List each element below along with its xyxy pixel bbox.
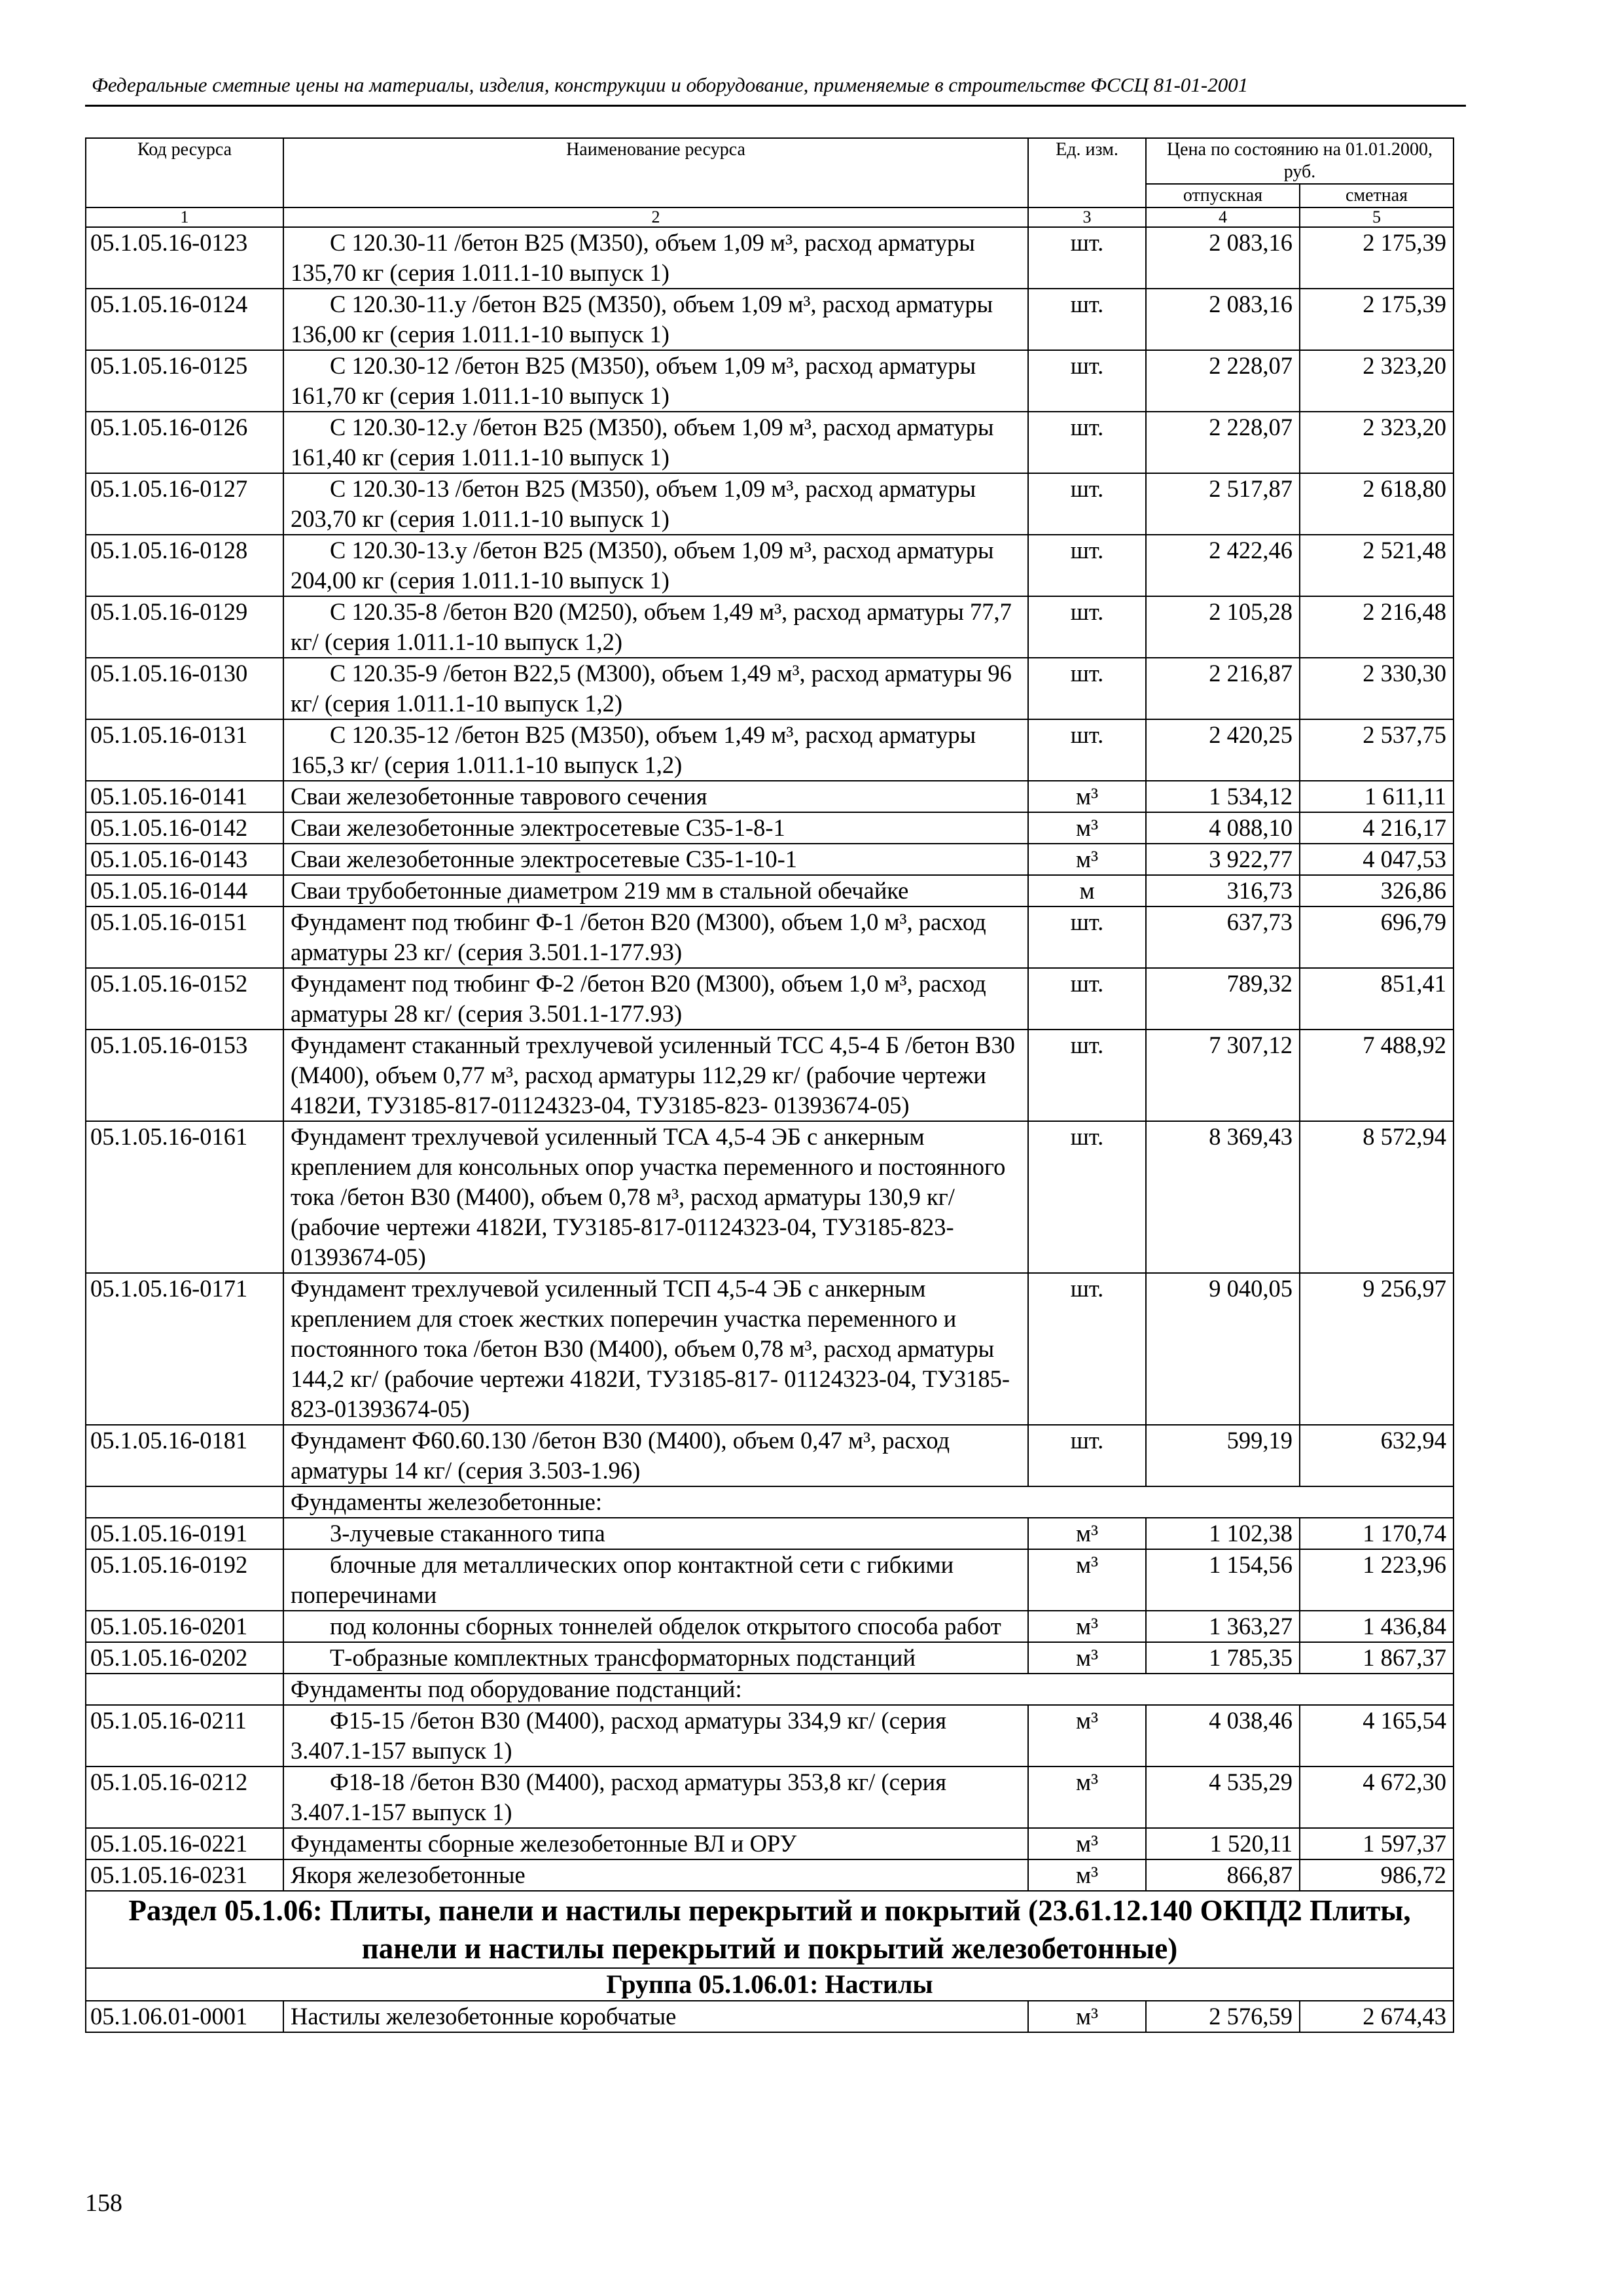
table-row [86, 719, 1454, 781]
table-row [86, 1611, 1454, 1642]
column-number: 2 [283, 207, 1028, 227]
resource-code: 05.1.05.16-0128 [86, 535, 283, 596]
release-price: 2 105,28 [1146, 596, 1300, 658]
resource-code: 05.1.05.16-0201 [86, 1611, 283, 1642]
resource-code: 05.1.05.16-0123 [86, 227, 283, 289]
table-row [86, 1859, 1454, 1891]
release-price: 8 369,43 [1146, 1121, 1300, 1273]
resource-code: 05.1.05.16-0126 [86, 412, 283, 473]
resource-name: Настилы железобетонные коробчатые [283, 2001, 1028, 2032]
resource-name: Сваи железобетонные электросетевые С35-1-8-1 [283, 812, 1028, 844]
resource-code: 05.1.05.16-0144 [86, 875, 283, 906]
empty-cell [86, 1674, 283, 1705]
release-price: 2 228,07 [1146, 350, 1300, 412]
resource-name: Сваи железобетонные электросетевые С35-1-10-1 [283, 844, 1028, 875]
table-row [86, 1549, 1454, 1611]
resource-name: Фундамент трехлучевой усиленный ТСП 4,5-4 ЭБ с анкерным креплением для стоек жестких поперечин участка переменного и постоянного тока /бетон В30 (М400), объем 0,78 м³, расход арматуры 144,2 кг/ (рабочие чертежи 4182И, ТУ3185-817- 01124323-04, ТУ3185-823-01393674-05) [283, 1273, 1028, 1425]
resource-name: Фундаменты сборные железобетонные ВЛ и ОРУ [283, 1828, 1028, 1859]
resource-unit: шт. [1028, 596, 1146, 658]
subheader-label: Фундаменты под оборудование подстанций: [283, 1674, 1454, 1705]
release-price: 3 922,77 [1146, 844, 1300, 875]
resource-unit: шт. [1028, 412, 1146, 473]
release-price: 4 038,46 [1146, 1705, 1300, 1767]
resource-code: 05.1.05.16-0127 [86, 473, 283, 535]
release-price: 599,19 [1146, 1425, 1300, 1486]
estimate-price: 2 618,80 [1300, 473, 1454, 535]
resource-code: 05.1.05.16-0221 [86, 1828, 283, 1859]
resource-name: Фундамент трехлучевой усиленный ТСА 4,5-4 ЭБ с анкерным креплением для консольных опор участка переменного и постоянного тока /бетон В30 (М400), объем 0,78 м³, расход арматуры 130,9 кг/ (рабочие чертежи 4182И, ТУ3185-817-01124323-04, ТУ3185-823-01393674-05) [283, 1121, 1028, 1273]
resource-code: 05.1.05.16-0152 [86, 968, 283, 1030]
estimate-price: 1 597,37 [1300, 1828, 1454, 1859]
release-price: 2 422,46 [1146, 535, 1300, 596]
table-row [86, 1705, 1454, 1767]
table-row [86, 473, 1454, 535]
table-row [86, 2001, 1454, 2032]
estimate-price: 1 867,37 [1300, 1642, 1454, 1674]
resource-unit: м³ [1028, 1859, 1146, 1891]
estimate-price: 326,86 [1300, 875, 1454, 906]
column-header-code: Код ресурса [86, 138, 283, 207]
resource-name: С 120.35-8 /бетон В20 (М250), объем 1,49 м³, расход арматуры 77,7 кг/ (серия 1.011.1-10 выпуск 1,2) [283, 596, 1028, 658]
resource-name: С 120.30-13 /бетон В25 (М350), объем 1,09 м³, расход арматуры 203,70 кг (серия 1.011.1-10 выпуск 1) [283, 473, 1028, 535]
release-price: 637,73 [1146, 906, 1300, 968]
table-body [86, 227, 1454, 1891]
release-price: 2 083,16 [1146, 227, 1300, 289]
table-row [86, 596, 1454, 658]
resource-code: 05.1.05.16-0212 [86, 1767, 283, 1828]
table-row [86, 1767, 1454, 1828]
resource-code: 05.1.05.16-0171 [86, 1273, 283, 1425]
resource-unit: шт. [1028, 473, 1146, 535]
estimate-price: 1 170,74 [1300, 1518, 1454, 1549]
resource-name: С 120.30-11.у /бетон В25 (М350), объем 1,09 м³, расход арматуры 136,00 кг (серия 1.011.1-10 выпуск 1) [283, 289, 1028, 350]
resource-name: С 120.30-11 /бетон В25 (М350), объем 1,09 м³, расход арматуры 135,70 кг (серия 1.011.1-10 выпуск 1) [283, 227, 1028, 289]
resource-code: 05.1.05.16-0202 [86, 1642, 283, 1674]
resource-unit: шт. [1028, 1273, 1146, 1425]
table-row [86, 1642, 1454, 1674]
release-price: 4 088,10 [1146, 812, 1300, 844]
estimate-price: 2 323,20 [1300, 412, 1454, 473]
release-price: 1 154,56 [1146, 1549, 1300, 1611]
subheader-label: Фундаменты железобетонные: [283, 1486, 1454, 1518]
resource-code: 05.1.05.16-0211 [86, 1705, 283, 1767]
estimate-price: 4 047,53 [1300, 844, 1454, 875]
table-row [86, 227, 1454, 289]
subheader-row [86, 1674, 1454, 1705]
page-number: 158 [85, 2189, 122, 2217]
table-row [86, 844, 1454, 875]
resource-unit: м³ [1028, 1611, 1146, 1642]
resource-name: С 120.35-12 /бетон В25 (М350), объем 1,49 м³, расход арматуры 165,3 кг/ (серия 1.011.1-10 выпуск 1,2) [283, 719, 1028, 781]
resource-name: Фундамент под тюбинг Ф-1 /бетон В20 (М300), объем 1,0 м³, расход арматуры 23 кг/ (серия 3.501.1-177.93) [283, 906, 1028, 968]
release-price: 9 040,05 [1146, 1273, 1300, 1425]
table-row [86, 812, 1454, 844]
page-header: Федеральные сметные цены на материалы, изделия, конструкции и оборудование, применяемые в строительстве ФССЦ 81-01-2001 [92, 73, 1249, 96]
estimate-price: 632,94 [1300, 1425, 1454, 1486]
table-row [86, 781, 1454, 812]
table-row [86, 1828, 1454, 1859]
table-row [86, 412, 1454, 473]
estimate-price: 4 216,17 [1300, 812, 1454, 844]
resource-unit: шт. [1028, 227, 1146, 289]
resource-name: Фундамент стаканный трехлучевой усиленный ТСС 4,5-4 Б /бетон В30 (М400), объем 0,77 м³, расход арматуры 112,29 кг/ (рабочие чертежи 4182И, ТУ3185-817-01124323-04, ТУ3185-823- 01393674-05) [283, 1030, 1028, 1121]
resource-name: Т-образные комплектных трансформаторных подстанций [283, 1642, 1028, 1674]
resource-name: С 120.30-12 /бетон В25 (М350), объем 1,09 м³, расход арматуры 161,70 кг (серия 1.011.1-10 выпуск 1) [283, 350, 1028, 412]
release-price: 1 785,35 [1146, 1642, 1300, 1674]
resource-unit: шт. [1028, 1425, 1146, 1486]
resource-unit: м³ [1028, 1518, 1146, 1549]
resource-code: 05.1.05.16-0129 [86, 596, 283, 658]
price-table [85, 137, 1454, 2033]
resource-unit: м³ [1028, 1705, 1146, 1767]
resource-name: Сваи железобетонные таврового сечения [283, 781, 1028, 812]
estimate-price: 1 223,96 [1300, 1549, 1454, 1611]
release-price: 2 228,07 [1146, 412, 1300, 473]
resource-code: 05.1.05.16-0161 [86, 1121, 283, 1273]
resource-unit: м³ [1028, 1549, 1146, 1611]
resource-unit: м³ [1028, 812, 1146, 844]
estimate-price: 2 674,43 [1300, 2001, 1454, 2032]
resource-unit: шт. [1028, 289, 1146, 350]
release-price: 2 216,87 [1146, 658, 1300, 719]
release-price: 7 307,12 [1146, 1030, 1300, 1121]
estimate-price: 1 436,84 [1300, 1611, 1454, 1642]
column-header-release-price: отпускная [1146, 184, 1300, 207]
table-row [86, 906, 1454, 968]
resource-unit: м³ [1028, 781, 1146, 812]
column-number: 1 [86, 207, 283, 227]
release-price: 866,87 [1146, 1859, 1300, 1891]
resource-name: блочные для металлических опор контактной сети с гибкими поперечинами [283, 1549, 1028, 1611]
table-row [86, 968, 1454, 1030]
release-price: 1 363,27 [1146, 1611, 1300, 1642]
resource-unit: шт. [1028, 906, 1146, 968]
resource-unit: м [1028, 875, 1146, 906]
resource-code: 05.1.05.16-0191 [86, 1518, 283, 1549]
estimate-price: 696,79 [1300, 906, 1454, 968]
release-price: 2 083,16 [1146, 289, 1300, 350]
resource-unit: шт. [1028, 1121, 1146, 1273]
estimate-price: 2 521,48 [1300, 535, 1454, 596]
column-header-unit: Ед. изм. [1028, 138, 1146, 207]
resource-code: 05.1.05.16-0141 [86, 781, 283, 812]
table-row [86, 1030, 1454, 1121]
estimate-price: 2 216,48 [1300, 596, 1454, 658]
resource-code: 05.1.05.16-0130 [86, 658, 283, 719]
resource-unit: м³ [1028, 2001, 1146, 2032]
resource-unit: м³ [1028, 1828, 1146, 1859]
resource-name: Якоря железобетонные [283, 1859, 1028, 1891]
estimate-price: 2 330,30 [1300, 658, 1454, 719]
release-price: 2 420,25 [1146, 719, 1300, 781]
estimate-price: 851,41 [1300, 968, 1454, 1030]
estimate-price: 2 175,39 [1300, 289, 1454, 350]
estimate-price: 2 537,75 [1300, 719, 1454, 781]
subheader-row [86, 1486, 1454, 1518]
release-price: 1 534,12 [1146, 781, 1300, 812]
column-number: 4 [1146, 207, 1300, 227]
resource-unit: шт. [1028, 535, 1146, 596]
column-header-name: Наименование ресурса [283, 138, 1028, 207]
resource-unit: шт. [1028, 658, 1146, 719]
resource-name: 3-лучевые стаканного типа [283, 1518, 1028, 1549]
resource-name: Сваи трубобетонные диаметром 219 мм в стальной обечайке [283, 875, 1028, 906]
estimate-price: 4 672,30 [1300, 1767, 1454, 1828]
column-number: 3 [1028, 207, 1146, 227]
resource-name: Фундамент под тюбинг Ф-2 /бетон В20 (М300), объем 1,0 м³, расход арматуры 28 кг/ (серия 3.501.1-177.93) [283, 968, 1028, 1030]
resource-unit: шт. [1028, 1030, 1146, 1121]
estimate-price: 1 611,11 [1300, 781, 1454, 812]
table-row [86, 350, 1454, 412]
estimate-price: 2 175,39 [1300, 227, 1454, 289]
estimate-price: 2 323,20 [1300, 350, 1454, 412]
release-price: 2 576,59 [1146, 2001, 1300, 2032]
resource-code: 05.1.05.16-0142 [86, 812, 283, 844]
group-title: Группа 05.1.06.01: Настилы [86, 1968, 1454, 2001]
release-price: 4 535,29 [1146, 1767, 1300, 1828]
table-row [86, 289, 1454, 350]
resource-code: 05.1.06.01-0001 [86, 2001, 283, 2032]
empty-cell [86, 1486, 283, 1518]
release-price: 316,73 [1146, 875, 1300, 906]
release-price: 789,32 [1146, 968, 1300, 1030]
estimate-price: 7 488,92 [1300, 1030, 1454, 1121]
resource-code: 05.1.05.16-0231 [86, 1859, 283, 1891]
section-title: Раздел 05.1.06: Плиты, панели и настилы перекрытий и покрытий (23.61.12.140 ОКПД2 Плиты, панели и настилы перекрытий и покрытий железобетонные) [86, 1891, 1454, 1968]
estimate-price: 986,72 [1300, 1859, 1454, 1891]
estimate-price: 8 572,94 [1300, 1121, 1454, 1273]
resource-code: 05.1.05.16-0125 [86, 350, 283, 412]
resource-name: под колонны сборных тоннелей обделок открытого способа работ [283, 1611, 1028, 1642]
table-row [86, 658, 1454, 719]
release-price: 1 102,38 [1146, 1518, 1300, 1549]
resource-unit: шт. [1028, 719, 1146, 781]
resource-name: С 120.35-9 /бетон В22,5 (М300), объем 1,49 м³, расход арматуры 96 кг/ (серия 1.011.1-10 выпуск 1,2) [283, 658, 1028, 719]
resource-name: Фундамент Ф60.60.130 /бетон В30 (М400), объем 0,47 м³, расход арматуры 14 кг/ (серия 3.503-1.96) [283, 1425, 1028, 1486]
resource-code: 05.1.05.16-0181 [86, 1425, 283, 1486]
resource-code: 05.1.05.16-0131 [86, 719, 283, 781]
estimate-price: 9 256,97 [1300, 1273, 1454, 1425]
resource-code: 05.1.05.16-0143 [86, 844, 283, 875]
resource-unit: м³ [1028, 844, 1146, 875]
resource-code: 05.1.05.16-0151 [86, 906, 283, 968]
resource-name: С 120.30-12.у /бетон В25 (М350), объем 1,09 м³, расход арматуры 161,40 кг (серия 1.011.1-10 выпуск 1) [283, 412, 1028, 473]
resource-name: Ф18-18 /бетон В30 (М400), расход арматуры 353,8 кг/ (серия 3.407.1-157 выпуск 1) [283, 1767, 1028, 1828]
resource-code: 05.1.05.16-0153 [86, 1030, 283, 1121]
resource-name: С 120.30-13.у /бетон В25 (М350), объем 1,09 м³, расход арматуры 204,00 кг (серия 1.011.1-10 выпуск 1) [283, 535, 1028, 596]
section-header-row [86, 1891, 1454, 1968]
header-rule [85, 105, 1466, 107]
resource-unit: м³ [1028, 1642, 1146, 1674]
column-number: 5 [1300, 207, 1454, 227]
estimate-price: 4 165,54 [1300, 1705, 1454, 1767]
release-price: 1 520,11 [1146, 1828, 1300, 1859]
resource-code: 05.1.05.16-0124 [86, 289, 283, 350]
resource-unit: шт. [1028, 350, 1146, 412]
resource-unit: шт. [1028, 968, 1146, 1030]
column-header-estimate-price: сметная [1300, 184, 1454, 207]
column-header-price-group: Цена по состоянию на 01.01.2000, руб. [1146, 138, 1454, 184]
table-row [86, 1121, 1454, 1273]
table-row [86, 1273, 1454, 1425]
table-row [86, 875, 1454, 906]
resource-unit: м³ [1028, 1767, 1146, 1828]
resource-code: 05.1.05.16-0192 [86, 1549, 283, 1611]
group-header-row [86, 1968, 1454, 2001]
resource-name: Ф15-15 /бетон В30 (М400), расход арматуры 334,9 кг/ (серия 3.407.1-157 выпуск 1) [283, 1705, 1028, 1767]
table-row [86, 1518, 1454, 1549]
release-price: 2 517,87 [1146, 473, 1300, 535]
table-row [86, 535, 1454, 596]
table-row [86, 1425, 1454, 1486]
